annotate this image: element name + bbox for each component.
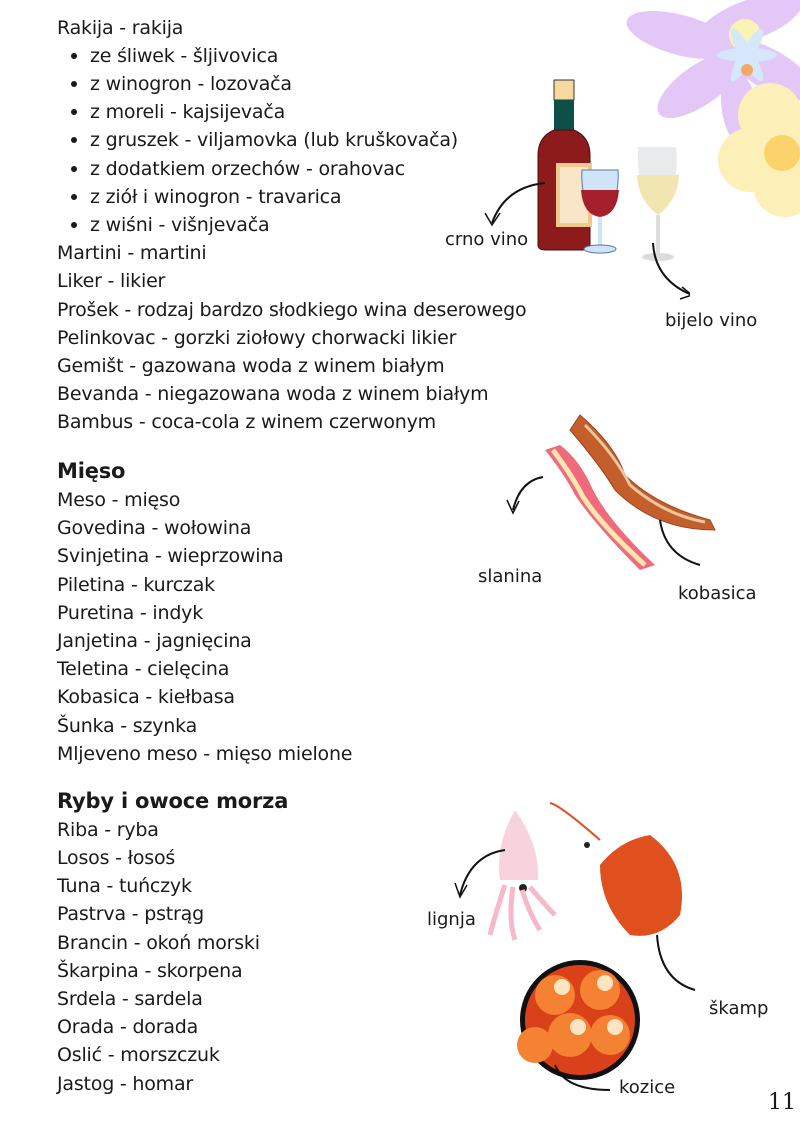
red-wine-label: crno vino: [445, 229, 529, 250]
meat-entry: Piletina - kurczak: [57, 574, 215, 596]
rakija-type: z winogron - lozovača: [90, 70, 292, 98]
white-wine-label: bijelo vino: [665, 310, 758, 331]
fish-heading: Ryby i owoce morza: [57, 789, 289, 813]
meat-entry: Govedina - wołowina: [57, 517, 252, 539]
meat-entry: Janjetina - jagnięcina: [57, 630, 252, 652]
meat-entry: Puretina - indyk: [57, 602, 204, 624]
meat-entry: Meso - mięso: [57, 489, 181, 511]
fish-entry: Brancin - okoń morski: [57, 932, 260, 954]
drink-entry: Prošek - rodzaj bardzo słodkiego wina deserowego: [57, 299, 527, 321]
fish-entry: Riba - ryba: [57, 819, 159, 841]
fish-entry: Pastrva - pstrąg: [57, 903, 204, 925]
squid-label: lignja: [427, 909, 476, 930]
bacon-sausage-illustration: [505, 405, 725, 585]
fish-entry: Oslić - morszczuk: [57, 1044, 220, 1066]
page-number: 11: [768, 1090, 796, 1115]
rakija-type: z gruszek - viljamovka (lub kruškovača): [90, 126, 458, 154]
rakija-entry: Rakija - rakija: [57, 17, 184, 39]
rakija-type: z moreli - kajsijevača: [90, 98, 285, 126]
meat-entry: Kobasica - kiełbasa: [57, 686, 235, 708]
meat-heading: Mięso: [57, 459, 126, 483]
fish-entry: Orada - dorada: [57, 1016, 199, 1038]
drink-entry: Liker - likier: [57, 270, 166, 292]
fish-entry: Srdela - sardela: [57, 988, 203, 1010]
langoustine-label: škamp: [709, 998, 769, 1019]
drink-entry: Martini - martini: [57, 242, 207, 264]
drink-entry: Bambus - coca-cola z winem czerwonym: [57, 411, 436, 433]
drink-entry: Gemišt - gazowana woda z winem białym: [57, 355, 445, 377]
fish-entry: Tuna - tuńczyk: [57, 875, 192, 897]
fish-entry: Jastog - homar: [57, 1073, 194, 1095]
drink-entry: Pelinkovac - gorzki ziołowy chorwacki likier: [57, 327, 457, 349]
sausage-label: kobasica: [678, 583, 757, 604]
rakija-type: z ziół i winogron - travarica: [90, 183, 341, 211]
rakija-type: z wiśni - višnjevača: [90, 211, 269, 239]
drink-entry: Bevanda - niegazowana woda z winem białym: [57, 383, 489, 405]
fish-entry: Škarpina - skorpena: [57, 960, 243, 982]
bacon-label: slanina: [478, 566, 543, 587]
rakija-type: ze śliwek - šljivovica: [90, 42, 278, 70]
rakija-type: z dodatkiem orzechów - orahovac: [90, 155, 405, 183]
wine-bottle-glasses-illustration: [480, 75, 690, 305]
meat-entry: Teletina - cielęcina: [57, 658, 230, 680]
meat-entry: Šunka - szynka: [57, 715, 198, 737]
seafood-illustration: [450, 795, 720, 1095]
meat-entry: Svinjetina - wieprzowina: [57, 545, 284, 567]
fish-entry: Losos - łosoś: [57, 847, 176, 869]
prawns-label: kozice: [619, 1077, 676, 1098]
meat-entry: Mljeveno meso - mięso mielone: [57, 743, 353, 765]
